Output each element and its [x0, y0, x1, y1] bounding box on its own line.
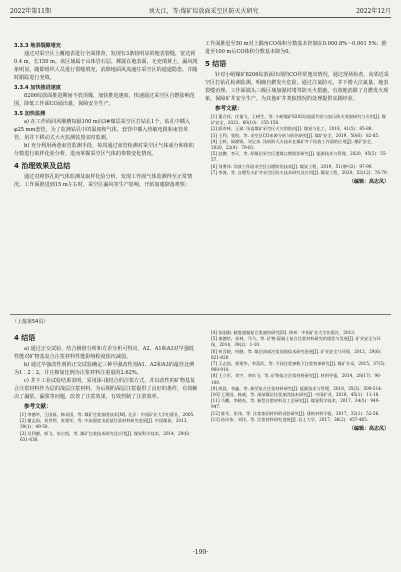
reference-item: [1] 董合祥，任福飞，王树生，等. 小峪煤矿8202综放面均治与加压防火效果研究与应用[J]. 煤矿安全，2021，60(10)：155-156. [211, 114, 386, 126]
section-heading: 3.3.3 地表裂隙堵充 [14, 43, 61, 49]
paragraph: 8206综放面推进期间不放顶煤，加快推进速度，快速通过采空区自燃影响范围，降低工作面CO涌出量，保障安全生产。 [14, 93, 195, 107]
continued-from-note: （上接第54页） [12, 319, 49, 325]
paragraph: 通过对采空区上覆地表进行全面排查，发现有3条较明显的地表裂缝，宽达到0.4 m，长150 m。该区域属于山体岩石层，裸露在地表面，无充填黄土，漏风现象明显。随即组织人员进行裂缝填充，消除地面风流通往采空区的通道隐患，并随时跟踪进行充填。 [14, 51, 198, 81]
reference-item: [2] 谢志国，刘世利，张建军，等. 中高强度水泥基注浆材料研究进展[J]. 中国煤炭，2013，39(1)：49-50. [20, 418, 191, 430]
section-heading: 3.3.4 加快推进速度 [14, 85, 61, 91]
page-number: ·199· [192, 549, 209, 556]
reference-item: [13] 孙庆伟，刘洋，等. 注浆材料研究进展[J]. 岩土力学，2017，36(2)：457-465. [211, 416, 369, 422]
reference-item: [6] 何吾晓，何健，等. 煤层深部注浆加固技术研究进展[J]. 矿业安全与环保，2012，29(6)：821-820. [211, 348, 385, 360]
reference-item: [8] 王立军，刘宇，李东飞，等. 矿物复合注浆材料研究[J]. 材料导报，2014，28(17)：96-100. [211, 373, 382, 385]
header-issue: 2022年第11期 [10, 8, 51, 15]
paragraph: a) 通过正交试验，结合极值分析和方差分析可得出，A2、A1和A3对早强低性能对矿物基复合注浆材料性能影响程度依次减弱。 [14, 346, 195, 360]
paragraph: c) 井下工业试验结果表明，采用深-浅结合的注浆方式，并以改性的矿物基复合注浆材料作为层的浅层注浆材料，为后期的深层注浆提供了良好的条件，有效解决了漏浆、漏浆等问题，改善了注浆效果，有效控制了注浆效率。 [14, 378, 198, 400]
running-header [10, 6, 391, 18]
editor-note: （编辑：高志凤） [348, 179, 389, 186]
reference-item: [2] 邸奇林，王斌. 浅谈煤矿采空区火灾的防治[J]. 煤炭与化工，2018，41(5)：85-88. [211, 126, 373, 132]
paragraph: 通过对观察孔的气体监测及取样化验分析，发现工作面气体监测得至正常情况。工作面推进到15 m左右时，采空区漏风等生产影响，开始加速降落观察； [14, 174, 193, 188]
article-divider [10, 314, 391, 315]
paragraph: b) 通过早强改性剂的正交试验确定三种早强改性剂A1、A2和A3的最佳比例为1∶2∶2，并且掺加比例为注浆材料注重量的2.62%。 [14, 362, 195, 376]
lower-left-column [14, 330, 198, 443]
lower-right-column [205, 330, 389, 433]
paragraph: 工作面推进至50 m对上隅角CO体积分数基本控制在0.000 8%～0.001 5%；推进至100 m后CO体积分数基本降为0。 [205, 41, 387, 55]
header-date: 2022年12月 [356, 8, 391, 15]
references-heading: 参考文献： [24, 404, 52, 410]
reference-item: [7] 王志国，郭建华，李富武，等. 不同注浆参数下注浆效果研究[J]. 煤矿开采，2015，37(5)：900-910. [211, 361, 389, 373]
reference-item: [5] 赵鹏，李天，等. 厚煤层采空区遗煤自燃防治研究[J]. 能源技术与管理，2020，45(5)：55-57. [211, 151, 388, 163]
reference-item: [4] 张刚刚. 黏度速凝复合浆液的研究[D]. 徐州：中国矿业大学出版社，2013. [211, 330, 356, 335]
paragraph: 针对小峪煤矿8206综放面出现的CO异常逸出情况，通过现场检查、向邻近采空区打钻孔检测监测，明确自燃发火危险。通过注氮防灭、井下增大注氮量、地表裂缝治理、工作面端头三级区域加强封堵等防灭火措施，有效地消除了自燃发火现象，保障矿井安全生产，为其他矿井类似情况的处理提供实践经验。 [205, 72, 389, 102]
upper-left-column [14, 40, 198, 189]
reference-item: [11] 马鹏，李晓东，等. 新型注浆材料及工艺研究[J]. 煤炭科学技术，2017，34(5)：940-947. [211, 398, 380, 410]
section-heading: 3.5 加快监测 [14, 111, 46, 117]
editor-note: （编辑：高志凤） [348, 426, 389, 433]
reference-item: [4] 王辉，候晓锋，刘宝来. 浅析防灭火技术在煤矿井下综放工作面的应用[J]. 煤矿安全，2020，22(4)：79-81. [211, 138, 376, 151]
reference-item: [12] 陈军，张伟，等. 注浆加固材料的试验研究[J]. 建筑材料学报，2017，32(1)：52-56. [211, 410, 380, 416]
reference-item: [7] 李海，等. 自燃发火矿井采空区防火技术研究及应用[J]. 煤炭工程，2020，52(12)：76-79. [211, 169, 388, 175]
reference-item: [1] 李德华，王国福，韩采国，等. 煤矿注浆加固技术[M]. 北京：中国矿业大学出版社，2005. [20, 412, 195, 417]
reference-item: [6] 刘勇伟. 综放工作面采空区自燃防治技术[J]. 煤炭工程，2019，51(增刊2)：97-99. [211, 163, 373, 169]
reference-item: [9] 周晨，李鑫，等. 新型复合注浆材料研究[J]. 能源技术与管理，2018，35(3)：509-514. [211, 385, 383, 391]
reference-item: [5] 秦德培，祁林，马乃，等. 矿物-混凝土复合注浆材料研究的现状与发展[J]. 矿业安全与环保，2014，39(2)：1-10. [211, 336, 381, 348]
section-title: 4 治理效果及总结 [14, 162, 71, 170]
upper-right-column [205, 40, 389, 186]
paragraph: b) 充分利用两巷束管监测手段，每周通过束管检测对采空区气体成分和体积分数进行取样化验分析，进而掌握采空区气体的参数变化情况。 [14, 143, 194, 157]
paragraph: a) 在工作面回风顺槽每隔100 m向3#煤层采空区打钻孔1个，钻孔中插入φ25 mm套管，为了监测钻孔中的温度和气体，套管中插入热敏电阻和束管单管，用并下移动式大火监测装置实时监测。 [14, 119, 191, 141]
reference-item: [3] 王利，张锐，等. 采空区CO来源分析与防治研究[J]. 煤矿安全，2019，50(6)：82-85. [211, 132, 380, 138]
references-heading: 参考文献： [215, 106, 243, 112]
header-title: 刘大江，等:煤矿综放面采空区防灭火研究 [148, 8, 259, 15]
reference-item: [10] 王建国，杨威，等. 深部煤层注浆加固技术研究[J]. 中国矿业，2016，45(1)：11-18. [211, 392, 380, 398]
reference-item: [3] 吴利德，郭飞，宋占凯，等. 煤矿注浆技术研究及应用[J]. 煤炭科学技术，2014，29(6)：631-636. [20, 430, 194, 442]
section-title: 5 结语 [205, 60, 227, 68]
section-title: 4 结语 [14, 334, 36, 342]
